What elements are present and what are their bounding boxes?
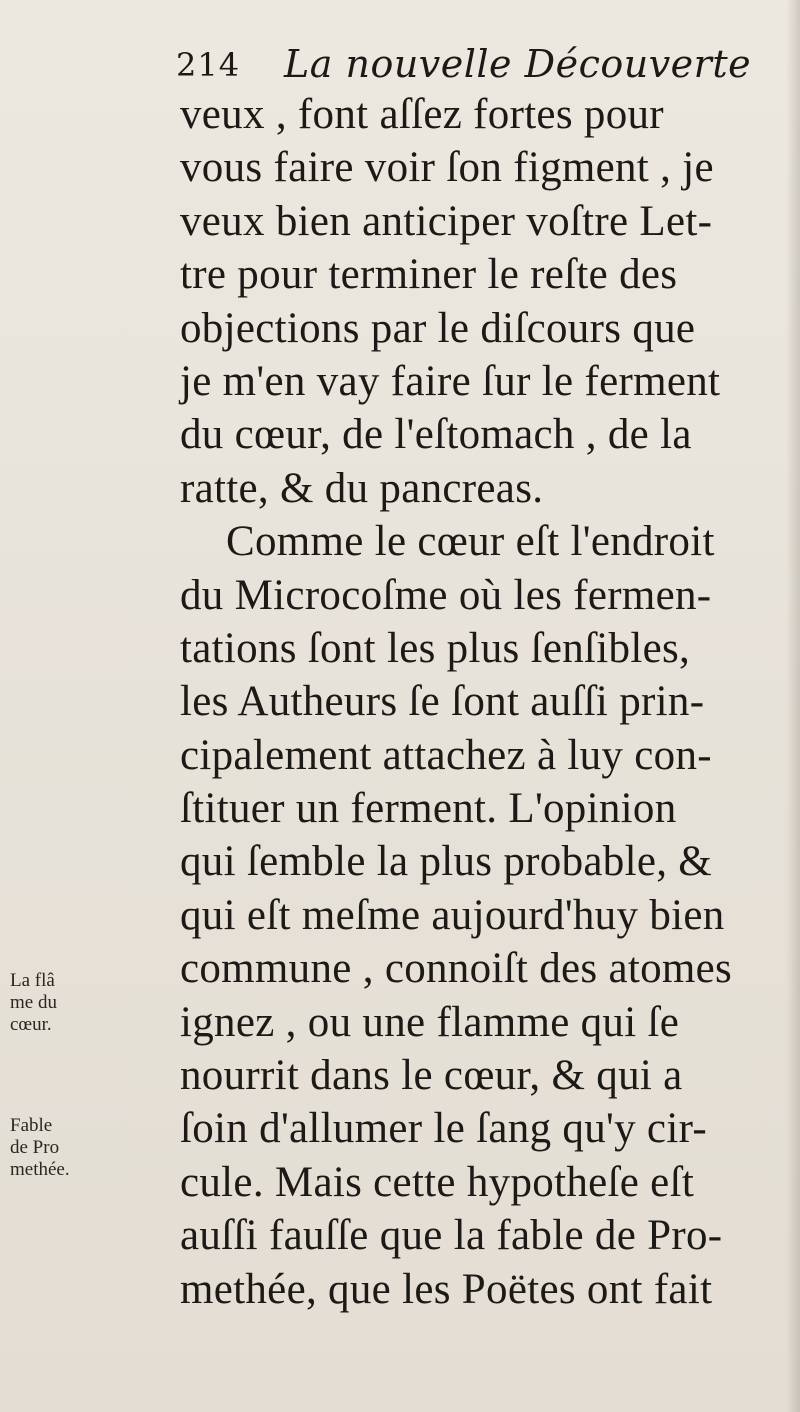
text-line: objections par le diſcours que bbox=[180, 304, 696, 352]
running-title: La nouvelle Découverte bbox=[284, 42, 752, 86]
margin-note bbox=[10, 970, 57, 1036]
text-line: commune , connoiſt des atomes bbox=[180, 945, 733, 993]
text-line: ſtituer un ferment. L'opinion bbox=[180, 785, 677, 833]
text-line: du Microcoſme où les fermen- bbox=[180, 571, 712, 619]
text-line: je m'en vay faire ſur le ferment bbox=[180, 357, 721, 405]
text-line: qui ſemble la plus probable, & bbox=[180, 838, 713, 886]
text-line: ignez , ou une flamme qui ſe bbox=[180, 998, 680, 1046]
text-line: ſoin d'allumer le ſang qu'y cir- bbox=[180, 1105, 707, 1153]
text-line: du cœur, de l'eſtomach , de la bbox=[180, 411, 692, 459]
margin-note-line: de Pro bbox=[10, 1137, 60, 1158]
text-line: tre pour terminer le reſte des bbox=[180, 251, 678, 299]
margin-note-line: me du bbox=[10, 992, 57, 1013]
margin-note-line: cœur. bbox=[10, 1014, 52, 1035]
text-line: tations ſont les plus ſenſibles, bbox=[180, 624, 691, 672]
text-line: methée, que les Poëtes ont fait bbox=[180, 1265, 713, 1313]
text-line: ratte, & du pancreas. bbox=[180, 464, 544, 512]
body-text bbox=[180, 88, 800, 1316]
text-line: nourrit dans le cœur, & qui a bbox=[180, 1052, 683, 1100]
page-number: 214 bbox=[176, 46, 241, 84]
text-line: cule. Mais cette hypotheſe eſt bbox=[180, 1158, 695, 1206]
text-line: auſſi fauſſe que la fable de Pro- bbox=[180, 1212, 723, 1260]
page-header bbox=[176, 40, 776, 90]
text-line: veux bien anticiper voſtre Let- bbox=[180, 197, 713, 245]
margin-note-line: methée. bbox=[10, 1159, 70, 1180]
margin-note-line: La flâ bbox=[10, 970, 55, 991]
text-line: qui eſt meſme aujourd'huy bien bbox=[180, 891, 725, 939]
margin-note-line: Fable bbox=[10, 1115, 53, 1136]
text-line: veux , font aſſez fortes pour bbox=[180, 91, 664, 138]
margin-note bbox=[10, 1115, 70, 1181]
text-line: les Autheurs ſe ſont auſſi prin- bbox=[180, 678, 705, 726]
text-line: Comme le cœur eſt l'endroit bbox=[226, 518, 715, 566]
text-line: vous faire voir ſon figment , je bbox=[180, 144, 714, 192]
text-line: cipalement attachez à luy con- bbox=[180, 731, 712, 779]
